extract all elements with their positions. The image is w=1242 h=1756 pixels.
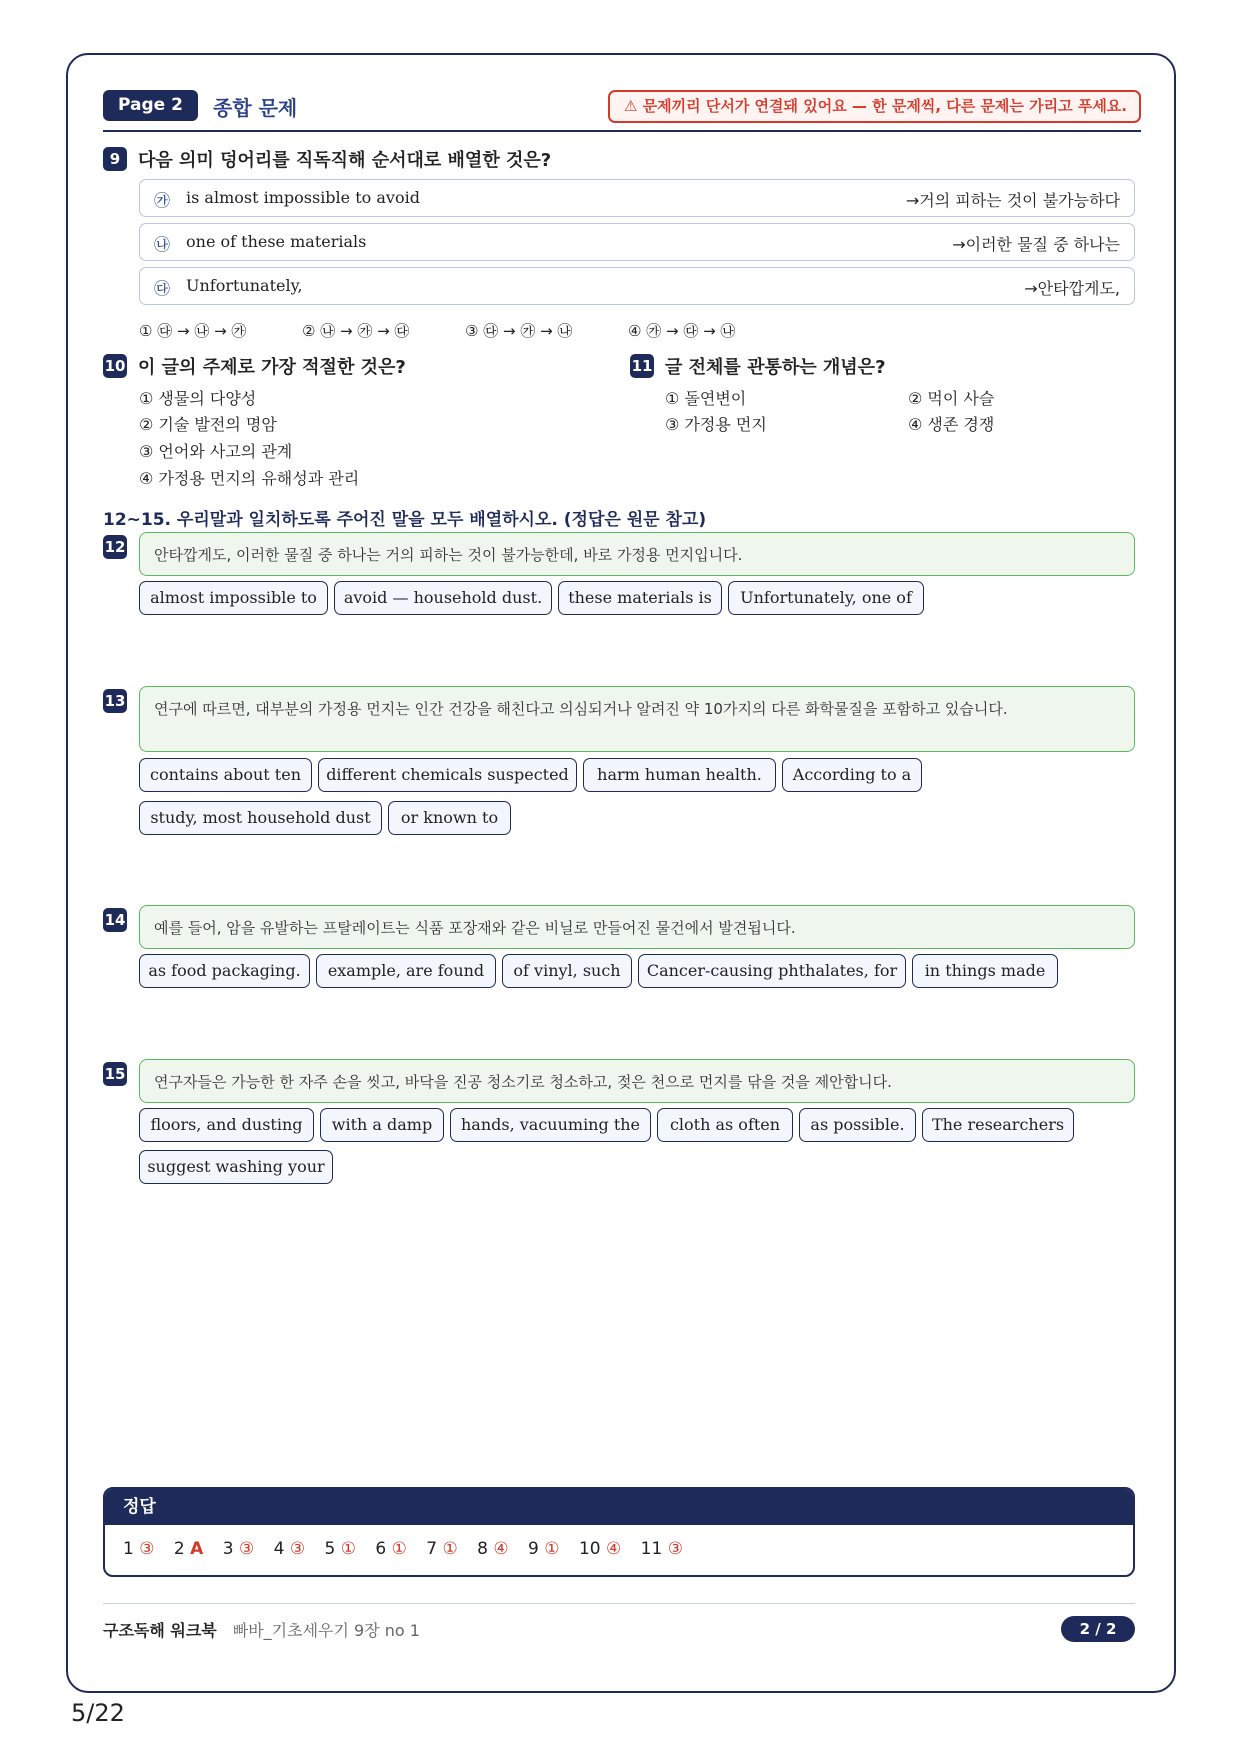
chunk-korean: →이러한 물질 중 하나는 (952, 235, 1120, 254)
word-tile[interactable]: in things made (912, 954, 1058, 988)
answer-number: 9 (528, 1539, 539, 1559)
footer-brand: 구조독해 워크북 (103, 1621, 217, 1640)
word-tile[interactable]: hands, vacuuming the (450, 1108, 651, 1142)
answer-option[interactable]: ② 먹이 사슬 (908, 389, 995, 408)
korean-sentence-box: 예를 들어, 암을 유발하는 프탈레이트는 식품 포장재와 같은 비닐로 만들어진 물건에서 발견됩니다. (139, 905, 1135, 949)
footer-subtitle: 빠바_기초세우기 9장 no 1 (232, 1621, 420, 1640)
word-tile[interactable]: contains about ten (139, 758, 312, 792)
word-tile[interactable]: as possible. (799, 1108, 916, 1142)
answer-number: 6 (375, 1539, 387, 1559)
question-number: 9 (103, 147, 127, 171)
page-counter: 5/22 (71, 1699, 125, 1727)
korean-sentence-box: 연구자들은 가능한 한 자주 손을 씻고, 바닥을 진공 청소기로 청소하고, 젖은 천으로 먼지를 닦을 것을 제안합니다. (139, 1059, 1135, 1103)
question-number: 15 (103, 1062, 127, 1086)
answer-value: ③ (667, 1539, 683, 1559)
footer-page-badge: 2 / 2 (1061, 1616, 1135, 1642)
answer-option[interactable]: ① 생물의 다양성 (139, 389, 257, 408)
question-number: 12 (103, 535, 127, 559)
chunk-marker: ㉰ (154, 279, 171, 298)
answer-value: ④ (493, 1539, 509, 1559)
word-tile[interactable]: floors, and dusting (139, 1108, 314, 1142)
section-title: 종합 문제 (213, 96, 298, 120)
answer-number: 4 (273, 1539, 285, 1559)
answer-value: ③ (238, 1539, 255, 1559)
page-badge: Page 2 (103, 90, 198, 121)
answer-value: ① (340, 1539, 356, 1559)
answer-number: 8 (477, 1539, 488, 1559)
chunk-english: is almost impossible to avoid (186, 188, 420, 207)
answer-option[interactable]: ① ㉰ → ㉯ → ㉮ (139, 322, 247, 340)
word-tile[interactable]: According to a (782, 758, 922, 792)
word-tile[interactable]: of vinyl, such (502, 954, 632, 988)
answer-number: 11 (640, 1539, 663, 1559)
question-text: 이 글의 주제로 가장 적절한 것은? (138, 357, 406, 378)
answer-option[interactable]: ② 기술 발전의 명암 (139, 415, 277, 434)
footer-divider (103, 1603, 1135, 1604)
page-header (103, 90, 1141, 132)
answer-option[interactable]: ③ ㉰ → ㉮ → ㉯ (465, 322, 573, 340)
question-number: 14 (103, 908, 127, 932)
word-tile[interactable]: these materials is (558, 581, 722, 615)
answer-option[interactable]: ③ 가정용 먼지 (665, 415, 767, 434)
answer-number: 3 (222, 1539, 234, 1559)
chunk-row (139, 267, 1135, 305)
word-tile[interactable]: study, most household dust (139, 801, 382, 835)
word-tile[interactable]: with a damp (320, 1108, 444, 1142)
question-text: 다음 의미 덩어리를 직독직해 순서대로 배열한 것은? (138, 150, 552, 171)
chunk-english: one of these materials (186, 232, 367, 251)
answer-value: ④ (605, 1539, 622, 1559)
answer-option[interactable]: ② ㉯ → ㉮ → ㉰ (302, 322, 410, 340)
chunk-marker: ㉮ (154, 191, 171, 210)
word-tile[interactable]: example, are found (316, 954, 496, 988)
word-tile[interactable]: different chemicals suspected (318, 758, 577, 792)
answer-number: 1 (123, 1539, 134, 1559)
answer-number: 10 (578, 1539, 601, 1559)
word-tile[interactable]: The researchers (922, 1108, 1074, 1142)
word-tile[interactable]: avoid — household dust. (334, 581, 552, 615)
answer-number: 5 (324, 1539, 336, 1559)
word-tile[interactable]: as food packaging. (139, 954, 310, 988)
chunk-korean: →거의 피하는 것이 불가능하다 (905, 191, 1120, 210)
answer-list (123, 1539, 697, 1559)
answer-value: ① (391, 1539, 407, 1559)
word-tile[interactable]: almost impossible to (139, 581, 328, 615)
footer-info (103, 1618, 420, 1641)
answer-key (103, 1487, 1135, 1577)
answer-option[interactable]: ④ 생존 경쟁 (908, 415, 995, 434)
word-tile[interactable]: cloth as often (657, 1108, 793, 1142)
answer-number: 7 (426, 1539, 438, 1559)
korean-sentence-box: 연구에 따르면, 대부분의 가정용 먼지는 인간 건강을 해친다고 의심되거나 알려진 약 10가지의 다른 화학물질을 포함하고 있습니다. (139, 686, 1135, 752)
answer-value: A (190, 1539, 204, 1559)
word-tile[interactable]: Cancer-causing phthalates, for (638, 954, 906, 988)
chunk-korean: →안타깝게도, (1024, 279, 1120, 298)
instruction-text: 12~15. 우리말과 일치하도록 주어진 말을 모두 배열하시오. (정답은 원문 참고) (103, 510, 707, 530)
answer-option[interactable]: ① 돌연변이 (665, 389, 747, 408)
answer-value: ① (544, 1539, 560, 1559)
chunk-english: Unfortunately, (186, 276, 303, 295)
answer-option[interactable]: ③ 언어와 사고의 관계 (139, 442, 293, 461)
answer-number: 2 (173, 1539, 185, 1559)
answer-value: ③ (289, 1539, 306, 1559)
word-tile[interactable]: harm human health. (583, 758, 776, 792)
korean-sentence-box: 안타깝게도, 이러한 물질 중 하나는 거의 피하는 것이 불가능한데, 바로 가정용 먼지입니다. (139, 532, 1135, 576)
word-tile[interactable]: or known to (388, 801, 511, 835)
question-number: 11 (630, 354, 654, 378)
chunk-marker: ㉯ (154, 235, 171, 254)
warning-banner: ⚠ 문제끼리 단서가 연결돼 있어요 — 한 문제씩, 다른 문제는 가리고 푸세요. (608, 90, 1141, 123)
question-number: 10 (103, 354, 127, 378)
word-tile[interactable]: suggest washing your (139, 1150, 333, 1184)
answer-option[interactable]: ④ ㉮ → ㉰ → ㉯ (628, 322, 736, 340)
question-number: 13 (103, 689, 127, 713)
answer-key-title: 정답 (105, 1489, 1133, 1525)
answer-value: ③ (139, 1539, 155, 1559)
answer-option[interactable]: ④ 가정용 먼지의 유해성과 관리 (139, 469, 360, 488)
word-tile[interactable]: Unfortunately, one of (728, 581, 924, 615)
question-text: 글 전체를 관통하는 개념은? (665, 357, 886, 378)
answer-value: ① (442, 1539, 458, 1559)
chunk-row (139, 223, 1135, 261)
chunk-row (139, 179, 1135, 217)
